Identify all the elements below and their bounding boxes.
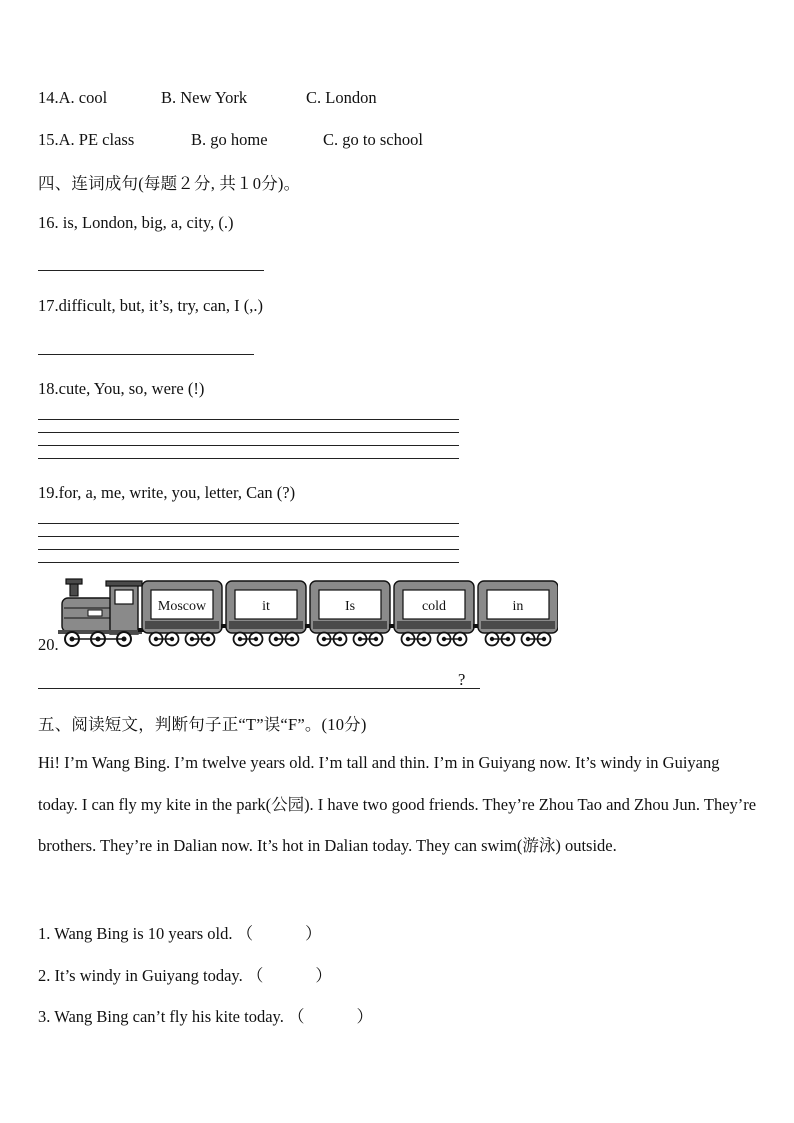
mc-option-a: A. cool bbox=[58, 88, 108, 107]
train-car bbox=[142, 581, 227, 646]
tf-question-1 bbox=[38, 920, 322, 944]
question-words: for, a, me, write, you, letter, Can (?) bbox=[58, 483, 296, 502]
locomotive bbox=[58, 579, 144, 646]
train-car-word: Is bbox=[344, 599, 356, 614]
answer-line[interactable] bbox=[38, 270, 264, 271]
question-18 bbox=[38, 379, 204, 399]
question-17 bbox=[38, 296, 263, 316]
question-words: is, London, big, a, city, (.) bbox=[62, 213, 234, 232]
mc-number: 15. bbox=[38, 130, 59, 149]
section-4-title: 四、连词成句(每题２分, 共１0分)。 bbox=[38, 174, 301, 193]
question-number: 17. bbox=[38, 296, 59, 315]
train-car bbox=[478, 581, 558, 646]
question-number: 18. bbox=[38, 379, 59, 398]
tf-question-2 bbox=[38, 962, 332, 986]
answer-line[interactable] bbox=[38, 458, 459, 459]
question-19 bbox=[38, 483, 295, 503]
train-illustration bbox=[58, 576, 558, 652]
mc-option-c: C. London bbox=[306, 88, 377, 107]
question-16 bbox=[38, 213, 234, 233]
answer-bracket[interactable]: （ ） bbox=[246, 966, 332, 985]
answer-line[interactable] bbox=[38, 536, 459, 537]
answer-line[interactable] bbox=[38, 445, 459, 446]
train-car-word: it bbox=[262, 599, 270, 614]
question-number: 16. bbox=[38, 213, 59, 232]
answer-line[interactable] bbox=[38, 354, 254, 355]
train-car-word: Moscow bbox=[157, 599, 207, 614]
question-words: difficult, but, it’s, try, can, I (,.) bbox=[58, 296, 263, 315]
reading-passage: Hi! I’m Wang Bing. I’m twelve years old. I’m tall and thin. I’m in Guiyang now. It’s windy in Guiyang today. I can fly my kite in the park(公园). I have two good friends. They’re Zhou Tao and Zhou Jun. They’re brothers. They’re in Dalian now. It’s hot in Dalian today. They can swim(游泳) outside. bbox=[38, 753, 757, 855]
question-number: 19. bbox=[38, 483, 59, 502]
train-car bbox=[394, 581, 479, 646]
answer-bracket[interactable]: （ ） bbox=[287, 1007, 373, 1026]
answer-line[interactable] bbox=[38, 419, 459, 420]
answer-bracket[interactable]: （ ） bbox=[236, 924, 322, 943]
tf-question-text: 3. Wang Bing can’t fly his kite today. bbox=[38, 1007, 284, 1026]
mc-option-b: B. go home bbox=[191, 130, 268, 149]
question-20-end-mark: ? bbox=[458, 670, 466, 689]
answer-line[interactable] bbox=[38, 549, 459, 550]
train-car-word: cold bbox=[421, 599, 447, 614]
question-words: cute, You, so, were (!) bbox=[58, 379, 205, 398]
train-car-word: in bbox=[512, 599, 524, 614]
tf-question-text: 1. Wang Bing is 10 years old. bbox=[38, 924, 233, 943]
answer-line[interactable] bbox=[38, 523, 459, 524]
mc-row-15 bbox=[38, 130, 134, 150]
train-car bbox=[226, 581, 311, 646]
mc-option-b: B. New York bbox=[161, 88, 248, 107]
answer-line[interactable] bbox=[38, 432, 459, 433]
mc-option-a: A. PE class bbox=[58, 130, 135, 149]
tf-question-3 bbox=[38, 1003, 373, 1027]
answer-line[interactable] bbox=[38, 688, 480, 689]
question-20-number: 20. bbox=[38, 635, 59, 654]
mc-number: 14. bbox=[38, 88, 59, 107]
tf-question-text: 2. It’s windy in Guiyang today. bbox=[38, 966, 243, 985]
mc-row-14 bbox=[38, 88, 107, 108]
section-5-title: 五、阅读短文，判断句子正“T”误“F”。(10分) bbox=[38, 715, 367, 734]
train-car bbox=[310, 581, 395, 646]
mc-option-c: C. go to school bbox=[323, 130, 423, 149]
answer-line[interactable] bbox=[38, 562, 459, 563]
